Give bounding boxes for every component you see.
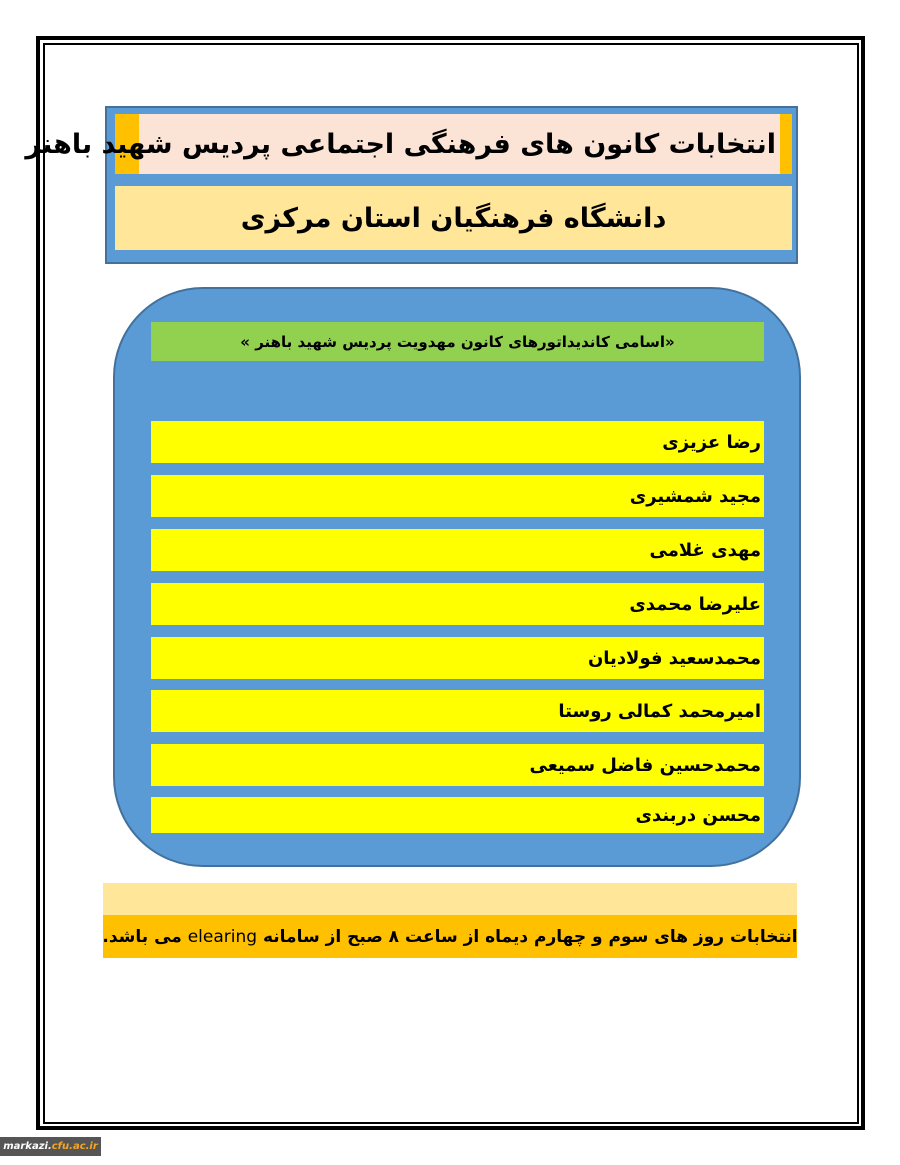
candidate-row bbox=[151, 421, 764, 463]
list-title-text: «اسامی کاندیداتورهای کانون مهدویت پردیس شهید باهنر » bbox=[240, 332, 675, 351]
candidate-name: محمدسعید فولادیان bbox=[587, 647, 761, 669]
candidate-row bbox=[151, 797, 764, 833]
candidate-row bbox=[151, 583, 764, 625]
candidate-name: محسن دربندی bbox=[635, 804, 761, 826]
title-banner bbox=[25, 114, 792, 174]
footer-band-top bbox=[103, 883, 797, 915]
candidate-name: علیرضا محمدی bbox=[629, 593, 761, 615]
candidate-name: محمدحسین فاضل سمیعی bbox=[529, 754, 761, 776]
candidate-row bbox=[151, 744, 764, 786]
candidate-name: رضا عزیزی bbox=[662, 431, 761, 453]
notice-text-start: انتخابات روز های سوم و چهارم دیماه از ساعت ۸ صبح از سامانه bbox=[257, 926, 798, 947]
candidate-row bbox=[151, 637, 764, 679]
page-subtitle: دانشگاه فرهنگیان استان مرکزی bbox=[240, 202, 667, 234]
candidate-row bbox=[151, 690, 764, 732]
subtitle-banner bbox=[115, 186, 792, 250]
candidate-name: امیرمحمد کمالی روستا bbox=[558, 700, 761, 722]
system-name: elearing bbox=[187, 926, 258, 947]
title-band bbox=[25, 114, 780, 174]
page-title: انتخابات کانون های فرهنگی اجتماعی پردیس شهید باهنر bbox=[25, 128, 776, 160]
candidate-name: مجید شمشیری bbox=[629, 485, 761, 507]
candidate-row bbox=[151, 475, 764, 517]
footer-notice bbox=[103, 915, 797, 958]
candidate-name: مهدی غلامی bbox=[649, 539, 761, 561]
watermark-domain-a: markazi. bbox=[3, 1141, 52, 1152]
notice-text-end: می باشد. bbox=[102, 926, 188, 947]
candidates-list-title bbox=[151, 322, 764, 361]
election-notice bbox=[102, 927, 797, 947]
watermark-domain-b: cfu.ac.ir bbox=[51, 1141, 98, 1152]
candidate-row bbox=[151, 529, 764, 571]
site-watermark bbox=[0, 1137, 101, 1156]
